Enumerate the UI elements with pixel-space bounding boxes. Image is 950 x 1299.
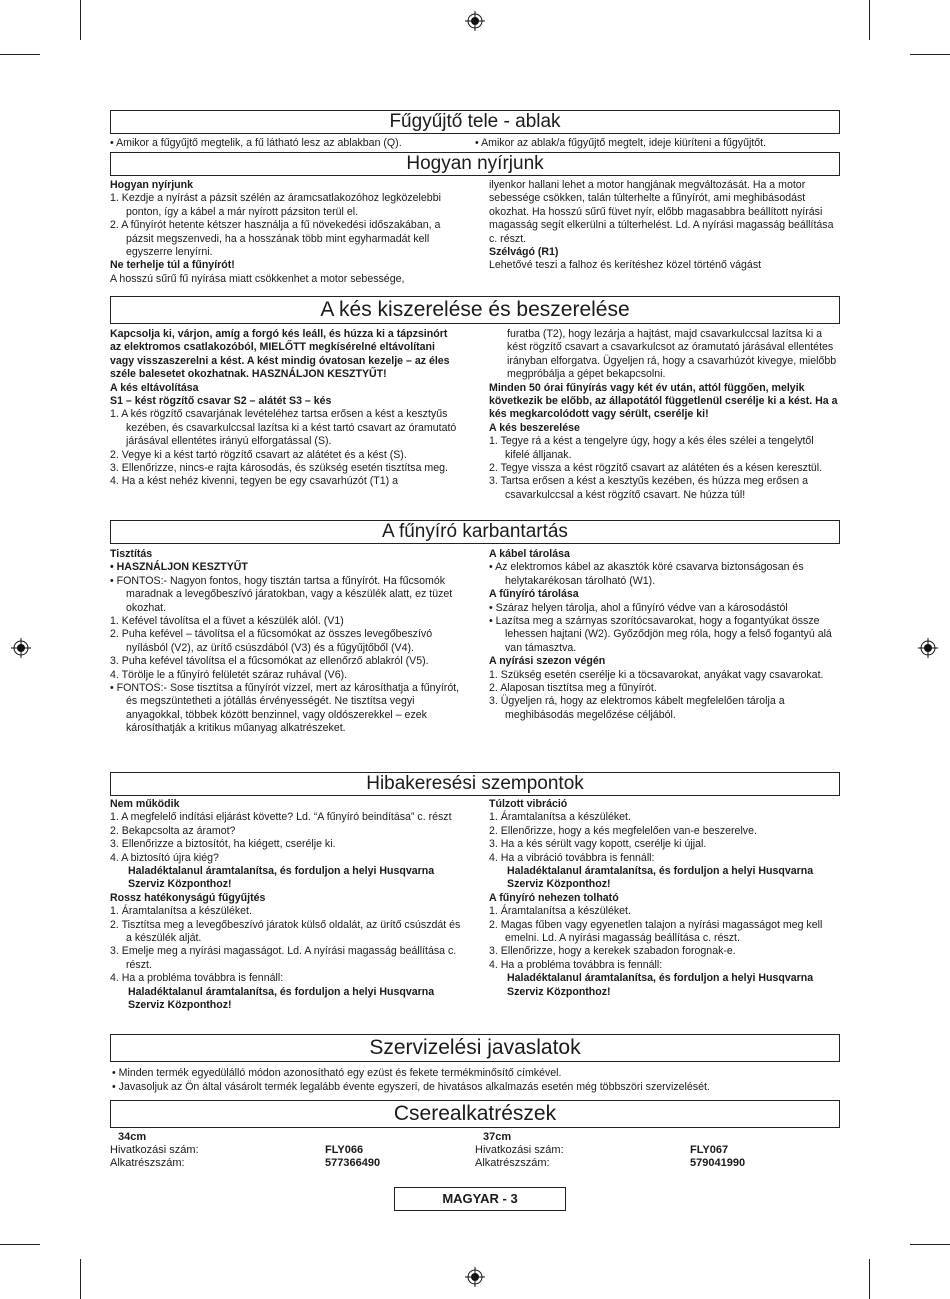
section-title-how-to-mow: Hogyan nyírjunk (110, 152, 840, 176)
paragraph: • Száraz helyen tárolja, ahol a fűnyíró védve van a károsodástól (489, 601, 788, 614)
section-title-blade: A kés kiszerelése és beszerelése (110, 296, 840, 324)
paragraph: S1 – kést rögzítő csavar S2 – alátét S3 – kés (110, 395, 332, 408)
grass-box-bullets (110, 136, 840, 150)
paragraph: furatba (T2), hogy lezárja a hajtást, majd csavarkulccsal lazítsa ki a kést rögzítő csavart a csavarkulcsot az óramutató járásával ellentétes irányban elforgatva. Ügyeljen rá, hogy a csavarhúzót kivegye, mielőbb megpróbálja a gépet bekapcsolni. (507, 328, 837, 381)
crop-mark (80, 1259, 81, 1299)
paragraph: 4. Ha a vibráció továbbra is fennáll: (489, 851, 655, 864)
troubleshooting-body (110, 798, 840, 1034)
left-column (110, 798, 461, 1034)
paragraph: A kés eltávolítása (110, 381, 199, 394)
section-title-grass-box: Fűgyűjtő tele - ablak (110, 110, 840, 134)
paragraph: Haladéktalanul áramtalanítsa, és forduljon a helyi Husqvarna Szerviz Központhoz! (507, 865, 814, 891)
ref-row: Hivatkozási szám: FLY066 (110, 1144, 364, 1156)
bullet-item: • Amikor az ablak/a fűgyűjtő megtelt, ideje kiüríteni a fűgyűjtőt. (475, 137, 767, 149)
paragraph: 2. Bekapcsolta az áramot? (110, 824, 236, 837)
paragraph: 1. A megfelelő indítási eljárást követte? Ld. “A fűnyíró beindítása” c. részt (110, 811, 452, 824)
paragraph: 1. Tegye rá a kést a tengelyre úgy, hogy a kés éles szélei a tengelytől kifelé álljanak. (489, 435, 814, 461)
crop-mark (0, 1244, 40, 1245)
paragraph: A kábel tárolása (489, 548, 570, 560)
paragraph: Haladéktalanul áramtalanítsa, és forduljon a helyi Husqvarna Szerviz Központhoz! (128, 985, 435, 1012)
paragraph: 1. Áramtalanítsa a készüléket. (489, 811, 631, 824)
paragraph: Lehetővé teszi a falhoz és kerítéshez közel történő vágást (489, 259, 762, 272)
model-label: 37cm (483, 1131, 512, 1143)
section-title-maintenance: A fűnyíró karbantartás (110, 520, 840, 544)
registration-mark-icon (465, 11, 485, 31)
paragraph: 1. A kés rögzítő csavarjának levételéhez tartsa erősen a kést a kesztyűs kezében, és csavarkulccsal lazítsa ki a kést tartó csavart az óramutató járásával ellentétes irányú elforgatással (S). (110, 408, 457, 448)
paragraph: 4. Ha a kést nehéz kivenni, tegyen be egy csavarhúzót (T1) a (110, 475, 398, 488)
page-number: MAGYAR - 3 (394, 1187, 566, 1211)
parts-model-34 (110, 1131, 475, 1170)
right-column (489, 798, 840, 1034)
paragraph: 2. Tisztítsa meg a levegőbeszívó járatok külső oldalát, az ürítő csúszdát és a készülék alját. (110, 918, 461, 945)
paragraph: Haladéktalanul áramtalanítsa, és forduljon a helyi Husqvarna Szerviz Központhoz! (128, 865, 435, 891)
paragraph: Ne terhelje túl a fűnyírót! (110, 259, 235, 272)
left-column (110, 179, 461, 296)
registration-mark-icon (465, 1267, 485, 1287)
bullet-item: • Amikor a fűgyűjtő megtelik, a fű látható lesz az ablakban (Q). (110, 137, 402, 149)
registration-mark-icon (918, 638, 938, 658)
paragraph: Hogyan nyírjunk (110, 179, 193, 191)
registration-mark-icon (11, 638, 31, 658)
paragraph: Rossz hatékonyságú fűgyűjtés (110, 891, 266, 904)
paragraph: 4. A biztosító újra kiég? (110, 851, 219, 864)
paragraph: 2. Tegye vissza a kést rögzítő csavart az alátéten és a késen keresztül. (489, 462, 823, 475)
paragraph: 3. Tartsa erősen a kést a kesztyűs kezében, és húzza meg erősen a csavarkulccsal a kést rögzítő csavart. Ne húzza túl! (489, 475, 808, 501)
bullet-item: • Minden termék egyedülálló módon azonosítható egy ezüst és fekete termékminősítő címkével. (112, 1067, 562, 1079)
parts-model-37 (475, 1131, 840, 1170)
paragraph: • FONTOS:- Sose tisztítsa a fűnyírót vízzel, mert az károsíthatja a fűnyírót, és megszüntetheti a jótállás érvényességét. Ne tisztítsa vegyi anyagokkal, többek között benzinnel, vagy oldószerekkel – ezek károsíthatják a kritikus műanyag alkatrészeket. (110, 682, 460, 735)
section-title-service: Szervizelési javaslatok (110, 1034, 840, 1062)
bullet-item: • Javasoljuk az Ön által vásárolt termék legalább évente egyszeri, de hivatásos alkalmazás esetén még többszöri szervizelését. (112, 1081, 710, 1093)
service-bullets (112, 1066, 840, 1094)
paragraph: ilyenkor hallani lehet a motor hangjának megváltozását. Ha a motor sebessége csökken, talán túlterhelte a fűnyírót, ami meghibásodást okozhat. Ha hosszú sűrű füvet nyír, előbb magasabbra beállított nyírási magasság segít elkerülni a túlterhelést. Ld. A nyírási magasság beállítása c. részt. (489, 179, 834, 245)
right-column (489, 548, 840, 772)
paragraph: 2. Alaposan tisztítsa meg a fűnyírót. (489, 682, 657, 695)
paragraph: Nem működik (110, 798, 180, 810)
paragraph: 1. Kefével távolítsa el a füvet a készülék alól. (V1) (110, 615, 344, 628)
paragraph: • FONTOS:- Nagyon fontos, hogy tisztán tartsa a fűnyírót. Ha fűcsomók maradnak a levegőbeszívó járatokban, vagy a készülék alatt, ez tüzet okozhat. (110, 574, 453, 614)
paragraph: 3. Ha a kés sérült vagy kopott, cserélje ki újjal. (489, 838, 707, 851)
crop-mark (869, 0, 870, 40)
paragraph: 3. Ellenőrizze, nincs-e rajta károsodás, és szükség esetén tisztítsa meg. (110, 462, 448, 475)
section-title-spare-parts: Cserealkatrészek (110, 1100, 840, 1128)
paragraph: Szélvágó (R1) (489, 246, 559, 259)
maintenance-body (110, 548, 840, 772)
paragraph: 2. Magas fűben vagy egyenetlen talajon a nyírási magasságot meg kell emelni. Ld. A nyírási magasság beállítása c. részt. (489, 918, 823, 945)
paragraph: 1. Áramtalanítsa a készüléket. (110, 905, 252, 918)
paragraph: 4. Ha a probléma továbbra is fennáll: (110, 972, 284, 985)
right-column (489, 179, 840, 296)
part-row: Alkatrészszám: 579041990 (475, 1157, 746, 1169)
model-label: 34cm (118, 1131, 147, 1143)
paragraph: 1. Kezdje a nyírást a pázsit szélén az áramcsatlakozóhoz legközelebbi ponton, így a kábel a már nyírott pázsiton terül el. (110, 192, 441, 218)
crop-mark (869, 1259, 870, 1299)
paragraph: 3. Puha kefével távolítsa el a fűcsomókat az ellenőrző ablakról (V5). (110, 655, 429, 668)
left-column (110, 548, 461, 772)
paragraph: A hosszú sűrű fű nyírása miatt csökkenhet a motor sebessége, (110, 272, 405, 285)
paragraph: Minden 50 órai fűnyírás vagy két év után, attól függően, melyik következik be előbb, az állapotától függetlenül cserélje ki a kést. Ha a kés megkarcolódott vagy sérült, cserélje ki! (489, 381, 838, 421)
section-title-troubleshooting: Hibakeresési szempontok (110, 772, 840, 796)
paragraph: 1. Áramtalanítsa a készüléket. (489, 905, 631, 918)
paragraph: 2. Vegye ki a kést tartó rögzítő csavart az alátétet és a kést (S). (110, 448, 407, 461)
paragraph: 1. Szükség esetén cserélje ki a töcsavarokat, anyákat vagy csavarokat. (489, 668, 824, 681)
spare-parts-table (110, 1131, 840, 1170)
paragraph: 4. Törölje le a fűnyíró felületét száraz ruhával (V6). (110, 668, 348, 681)
crop-mark (80, 0, 81, 40)
paragraph: 3. Ügyeljen rá, hogy az elektromos kábelt megfelelően tárolja a meghibásodás megelőzése céljából. (489, 695, 785, 721)
left-column (110, 328, 461, 520)
paragraph: 3. Ellenőrizze, hogy a kerekek szabadon forognak-e. (489, 945, 736, 958)
paragraph: 2. Puha kefével – távolítsa el a fűcsomókat az összes levegőbeszívó nyílásból (V2), az ürítő csúszdából (V3) és a fűgyűjtőből (V4). (110, 628, 433, 654)
paragraph: 2. Ellenőrizze, hogy a kés megfelelően van-e beszerelve. (489, 824, 757, 837)
crop-mark (910, 54, 950, 55)
manual-page (110, 110, 840, 1170)
paragraph: 4. Ha a probléma továbbra is fennáll: (489, 958, 663, 971)
paragraph: Túlzott vibráció (489, 798, 568, 810)
crop-mark (0, 54, 40, 55)
paragraph: • Lazítsa meg a szárnyas szorítócsavarokat, hogy a fogantyúkat össze lehessen hajtani (W2). Győződjön meg róla, hogy a felső fogantyú alá van támasztva. (489, 615, 832, 654)
paragraph: Haladéktalanul áramtalanítsa, és forduljon a helyi Husqvarna Szerviz Központhoz! (507, 972, 814, 998)
blade-body (110, 328, 840, 520)
paragraph: 3. Ellenőrizze a biztosítót, ha kiégett, cserélje ki. (110, 838, 336, 851)
paragraph: Tisztítás (110, 548, 153, 560)
paragraph: A nyírási szezon végén (489, 655, 606, 668)
paragraph: • Az elektromos kábel az akasztók köré csavarva biztonságosan és helytakarékosan tárolható (W1). (489, 561, 804, 587)
paragraph: A fűnyíró nehezen tolható (489, 891, 619, 904)
paragraph: Kapcsolja ki, várjon, amíg a forgó kés leáll, és húzza ki a tápzsinórt az elektromos csatlakozóból, MIELŐTT megkísérelné eltávolítani vagy visszaszerelni a kést. A kést mindig óvatosan kezelje – az éles széle balesetet okozhatnak. HASZNÁLJON KESZTYŰT! (110, 328, 450, 381)
ref-row: Hivatkozási szám: FLY067 (475, 1144, 729, 1156)
right-column (489, 328, 840, 520)
part-row: Alkatrészszám: 577366490 (110, 1157, 381, 1169)
paragraph: A kés beszerelése (489, 421, 580, 434)
paragraph: A fűnyíró tárolása (489, 588, 579, 601)
paragraph: 2. A fűnyírót hetente kétszer használja a fű növekedési időszakában, a pázsit megszenvedi, ha a hosszának több mint egyharmadát kell egyszerre lenyírni. (110, 219, 441, 259)
crop-mark (910, 1244, 950, 1245)
how-to-mow-body (110, 179, 840, 296)
paragraph: 3. Emelje meg a nyírási magasságot. Ld. A nyírási magasság beállítása c. részt. (110, 945, 457, 971)
paragraph: • HASZNÁLJON KESZTYŰT (110, 561, 248, 574)
